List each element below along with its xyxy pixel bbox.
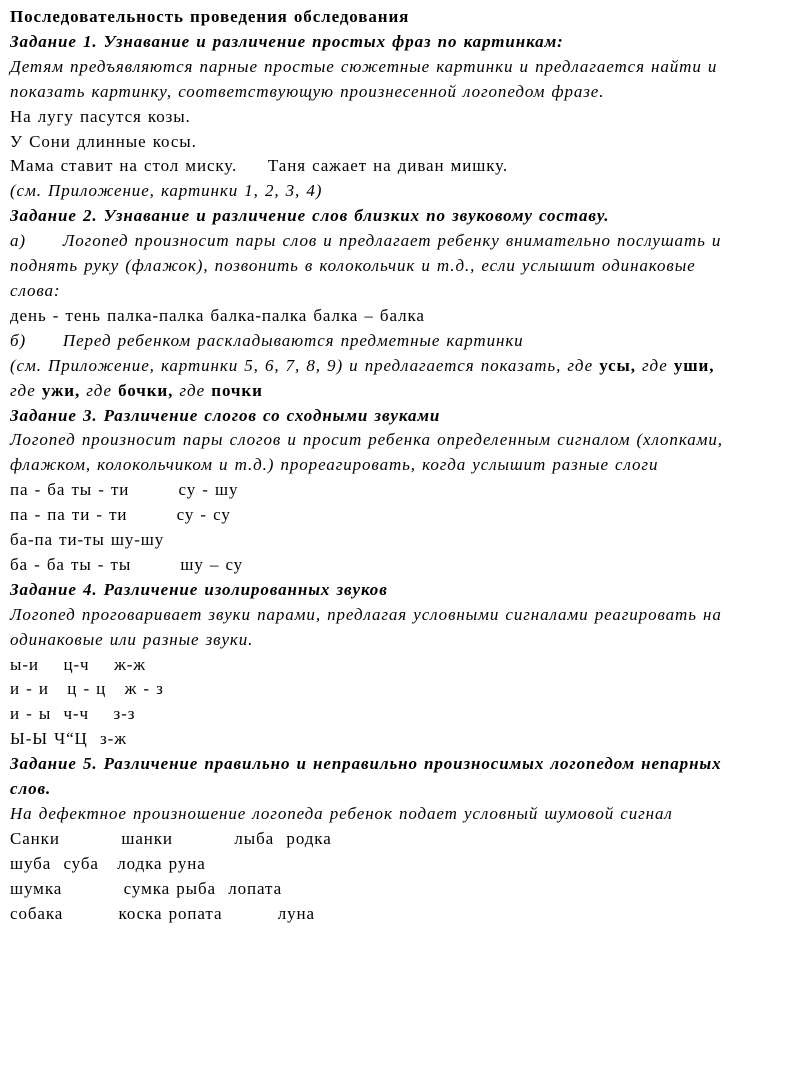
text-run: ужи, — [41, 380, 81, 400]
text-line — [10, 379, 792, 404]
text-run: где — [10, 380, 42, 400]
task-1-heading: Задание 1. Узнавание и различение простых фраз по картинкам: — [10, 31, 564, 51]
text-line: Логопед произносит пары слогов и просит ребенка определенным сигналом (хлопками, — [10, 430, 723, 450]
task-2-heading: Задание 2. Узнавание и различение слов близких по звуковому составу. — [10, 206, 610, 226]
text-run: почки — [211, 380, 263, 400]
task-5-heading: Задание 5. Различение правильно и неправильно произносимых логопедом непарных — [10, 754, 722, 774]
text-line: б) Перед ребенком раскладываются предметные картинки — [10, 330, 524, 350]
text-line: собака коска ропата луна — [10, 903, 315, 923]
text-run: где — [80, 380, 119, 400]
text-line: Детям предъявляются парные простые сюжетные картинки и предлагается найти и — [10, 56, 718, 76]
text-line: Логопед проговаривает звуки парами, предлагая условными сигналами реагировать на — [10, 604, 722, 624]
text-line: ба-па ти-ты шу-шу — [10, 530, 165, 550]
text-line: и - и ц - ц ж - з — [10, 679, 164, 699]
text-run: бочки, — [118, 380, 174, 400]
text-line: па - па ти - ти су - су — [10, 505, 231, 525]
text-line: (см. Приложение, картинки 1, 2, 3, 4) — [10, 181, 323, 201]
text-line: шумка сумка рыба лопата — [10, 878, 283, 898]
text-line: поднять руку (флажок), позвонить в колокольчик и т.д., если услышит одинаковые — [10, 256, 696, 276]
text-line: Санки шанки лыба родка — [10, 828, 332, 848]
text-line: На лугу пасутся козы. — [10, 106, 191, 126]
text-run: уши, — [673, 355, 715, 375]
text-line: флажком, колокольчиком и т.д.) прореагировать, когда услышит разные слоги — [10, 455, 659, 475]
text-line: и - ы ч-ч з-з — [10, 704, 136, 724]
text-line: ы-и ц-ч ж-ж — [10, 654, 146, 674]
text-run: где — [173, 380, 212, 400]
task-5-heading-2: слов. — [10, 779, 52, 799]
text-line: У Сони длинные косы. — [10, 131, 197, 151]
text-line: па - ба ты - ти су - шу — [10, 480, 239, 500]
text-line: Мама ставит на стол миску. Таня сажает на диван мишку. — [10, 156, 509, 176]
text-line: день - тень палка-палка балка-палка балка – балка — [10, 305, 425, 325]
text-line: ба - ба ты - ты шу – су — [10, 554, 244, 574]
document-title: Последовательность проведения обследования — [10, 7, 410, 26]
text-line: а) Логопед произносит пары слов и предлагает ребенку внимательно послушать и — [10, 231, 722, 251]
task-4-heading: Задание 4. Различение изолированных звуков — [10, 579, 388, 599]
text-line: одинаковые или разные звуки. — [10, 629, 254, 649]
text-line: показать картинку, соответствующую произнесенной логопедом фразе. — [10, 81, 605, 101]
text-run: усы, — [599, 355, 636, 375]
text-line: шуба суба лодка руна — [10, 853, 206, 873]
text-run: (см. Приложение, картинки 5, 6, 7, 8, 9) и предлагается показать, где — [10, 355, 600, 375]
text-line: На дефектное произношение логопеда ребенок подает условный шумовой сигнал — [10, 804, 673, 823]
task-3-heading: Задание 3. Различение слогов со сходными звуками — [10, 405, 441, 425]
text-line — [10, 354, 792, 379]
text-run: где — [635, 355, 674, 375]
text-line: слова: — [10, 280, 61, 300]
text-line: Ы-Ы Ч“Ц з-ж — [10, 729, 127, 749]
